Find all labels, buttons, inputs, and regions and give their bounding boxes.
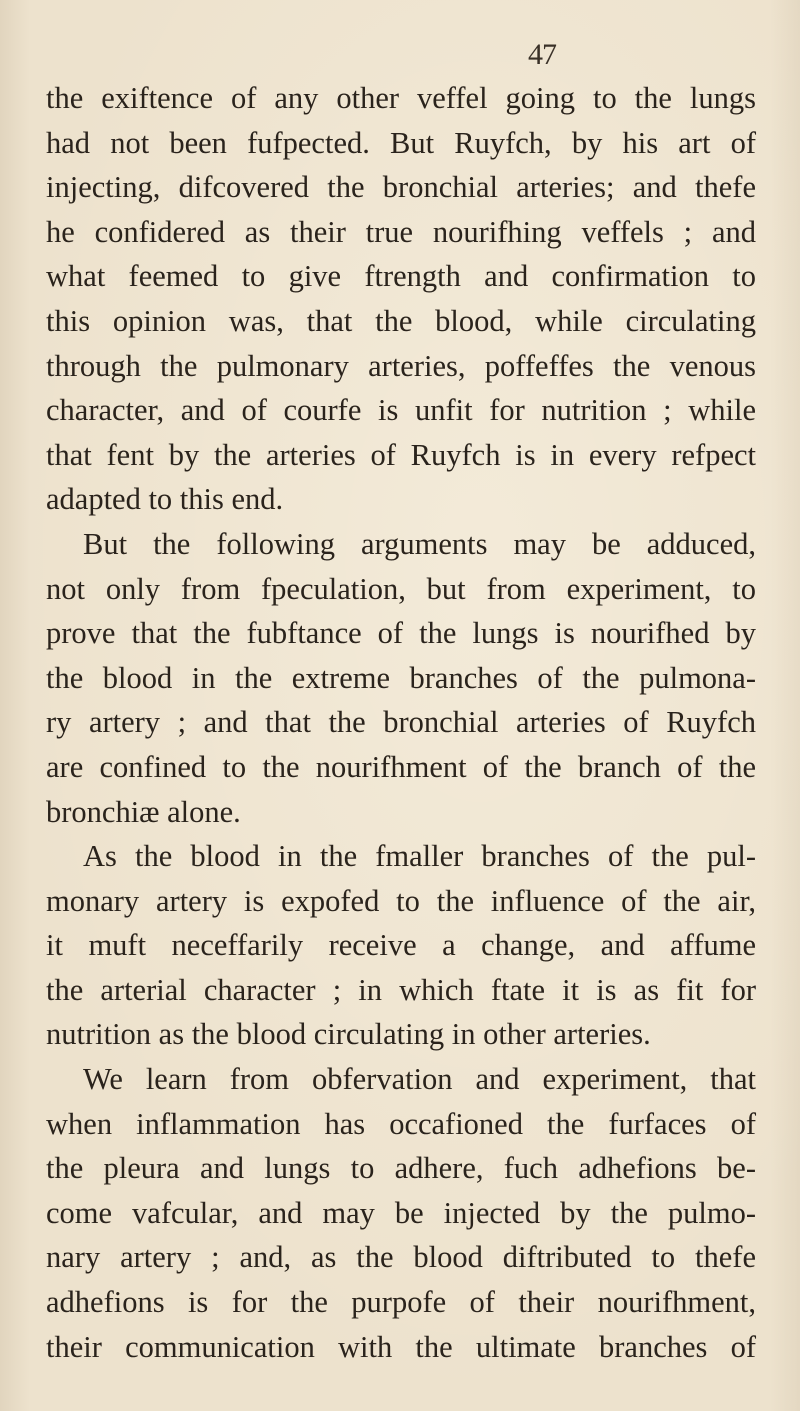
text-line: through the pulmonary arteries, poffeffes the venous [46, 348, 756, 383]
text-line: it muft neceffarily receive a change, and affume [46, 928, 756, 963]
text-line: ry artery ; and that the bronchial arteries of Ruyfch [46, 705, 756, 740]
text-line: nary artery ; and, as the blood diftributed to thefe [46, 1240, 756, 1275]
paragraph-2 [46, 522, 756, 834]
text-line: come vafcular, and may be injected by the pulmo- [46, 1195, 756, 1230]
text-line: the pleura and lungs to adhere, fuch adhefions be- [46, 1151, 756, 1186]
text-line: nutrition as the blood circulating in other arteries. [46, 1017, 651, 1052]
paragraph-4 [46, 1057, 756, 1369]
text-line: this opinion was, that the blood, while circulating [46, 303, 756, 338]
text-line: character, and of courfe is unfit for nutrition ; while [46, 393, 756, 428]
text-line: the blood in the extreme branches of the pulmona- [46, 660, 756, 695]
text-line: adapted to this end. [46, 482, 284, 517]
paragraph-3 [46, 834, 756, 1057]
text-line: he confidered as their true nourifhing veffels ; and [46, 214, 756, 249]
text-line: their communication with the ultimate branches of [46, 1329, 756, 1364]
page-number: 47 [528, 38, 556, 71]
body-text [46, 76, 756, 1369]
text-line: injecting, difcovered the bronchial arteries; and thefe [46, 170, 756, 205]
text-line: adhefions is for the purpofe of their nourifhment, [46, 1285, 756, 1320]
text-line: not only from fpeculation, but from experiment, to [46, 571, 756, 606]
text-line: monary artery is expofed to the influence of the air, [46, 883, 756, 918]
text-line: We learn from obfervation and experiment, that [83, 1062, 756, 1097]
text-line: As the blood in the fmaller branches of the pul- [83, 839, 756, 874]
text-line: are confined to the nourifhment of the branch of the [46, 749, 756, 784]
text-line: the exiftence of any other veffel going to the lungs [46, 81, 756, 115]
paragraph-1 [46, 76, 756, 522]
text-line: the arterial character ; in which ftate it is as fit for [46, 972, 756, 1007]
text-line: bronchiæ alone. [46, 794, 241, 829]
text-line: had not been fufpected. But Ruyfch, by his art of [46, 125, 756, 160]
text-line: what feemed to give ftrength and confirmation to [46, 259, 756, 294]
text-line: when inflammation has occafioned the furfaces of [46, 1106, 756, 1141]
text-line: But the following arguments may be adduced, [83, 526, 756, 561]
text-line: that fent by the arteries of Ruyfch is in every refpect [46, 437, 756, 472]
text-line: prove that the fubftance of the lungs is nourifhed by [46, 616, 756, 651]
